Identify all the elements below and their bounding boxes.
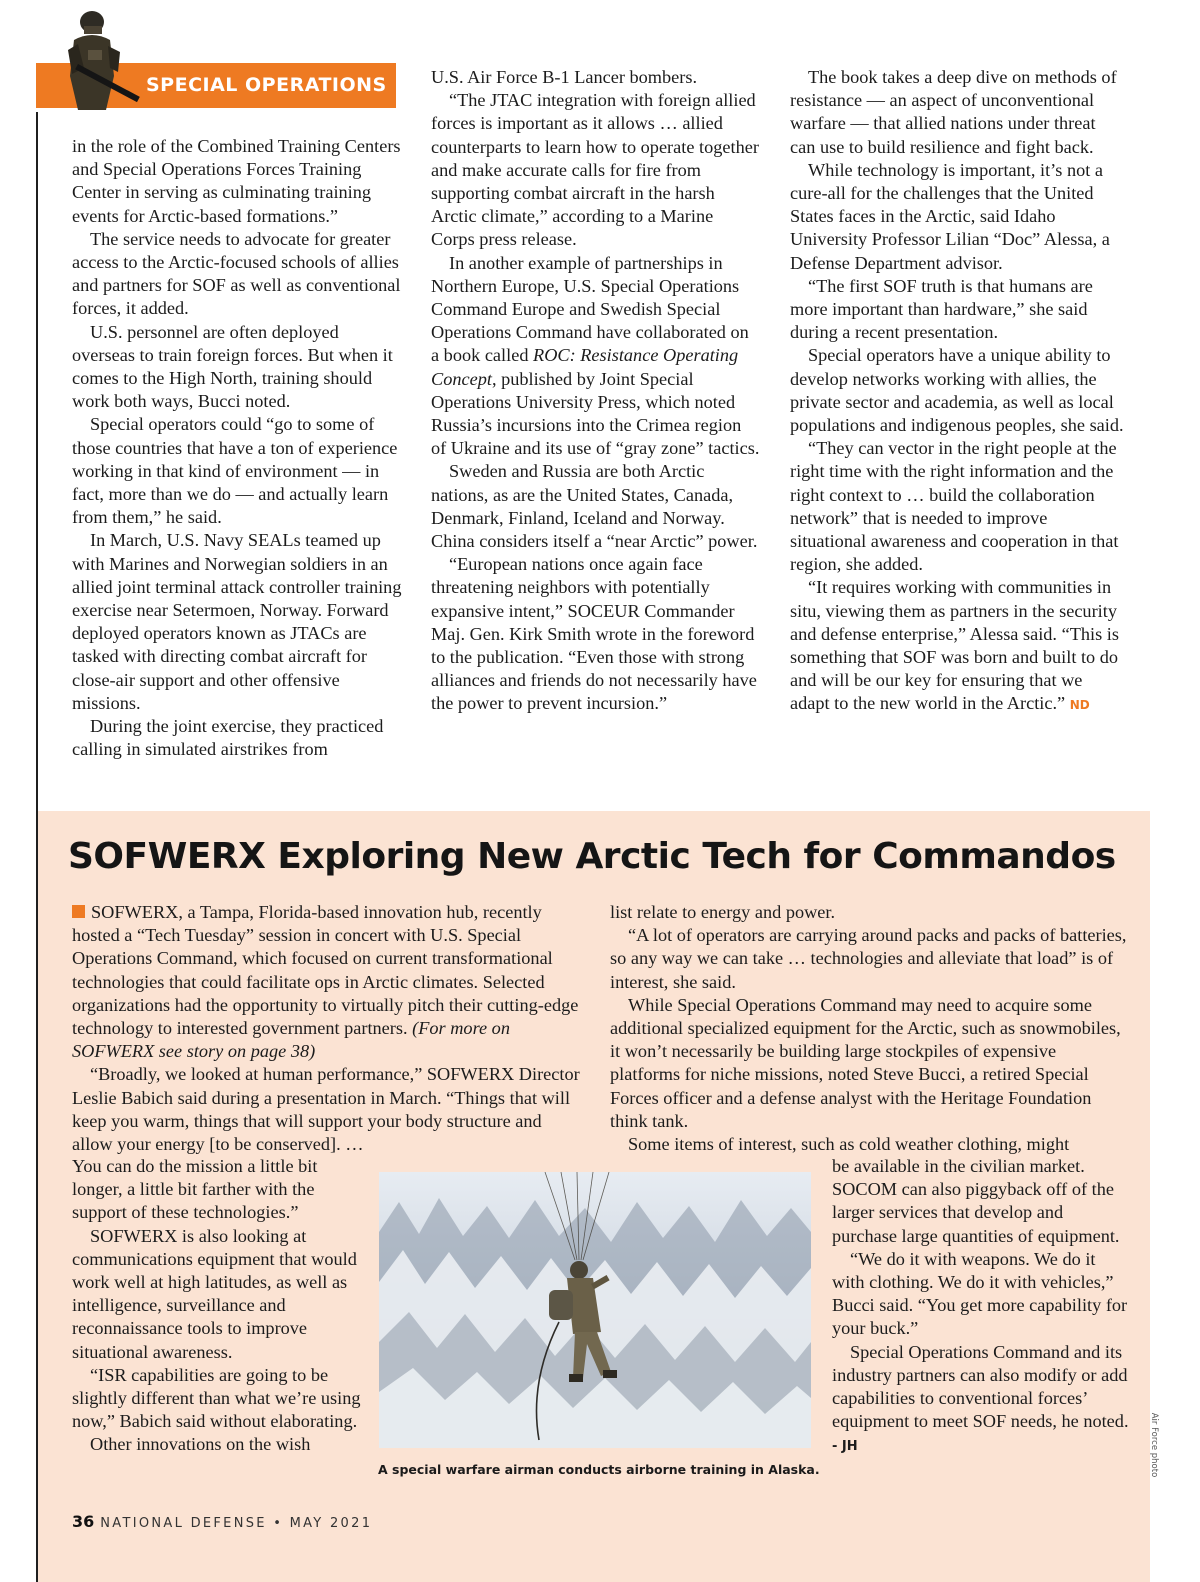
paragraph: Special operators could “go to some of those countries that have a ton of experience working in that kind of environment — in fact, more than we do — and actually learn from them,” he said. <box>72 414 398 528</box>
paragraph: Some items of interest, such as cold weather clothing, might <box>628 1134 1070 1155</box>
soldier-icon <box>48 6 148 110</box>
paragraph: be available in the civilian market. SOCOM can also piggyback off of the larger services that develop and purchase large quantities of equipment. <box>832 1156 1120 1246</box>
paragraph: “Broadly, we looked at human performance,” SOFWERX Director Leslie Babich said during a presentation in March. “Things that will keep you warm, things that will support your body structure and allow your energy [to be conserved]. … <box>72 1064 580 1155</box>
paragraph: “They can vector in the right people at the right time with the right information and the right context to … build the collaboration network” that is needed to improve situational awareness and cooperation in that region, she added. <box>790 438 1119 575</box>
paragraph: list relate to energy and power. <box>610 902 836 922</box>
paragraph: “The JTAC integration with foreign allied forces is important as it allows … allied counterparts to learn how to operate together and make accurate calls for fire from supporting combat aircraft in the harsh Arctic climate,” according to a Marine Corps press release. <box>431 90 759 250</box>
paragraph <box>431 252 761 461</box>
paragraph: U.S. Air Force B-1 Lancer bombers. <box>431 67 698 87</box>
paragraph: Special operators have a unique ability to develop networks working with allies, the private sector and academia, as well as local populations and indigenous peoples, she said. <box>790 345 1124 436</box>
sidebar-column-1-bottom <box>72 1155 362 1457</box>
paragraph: “We do it with weapons. We do it with clothing. We do it with vehicles,” Bucci said. “You get more capability for your buck.” <box>832 1248 1128 1339</box>
parachute-photo <box>379 1172 811 1448</box>
page-number: 36 <box>72 1512 95 1531</box>
article-column-3 <box>790 66 1125 718</box>
paragraph <box>790 576 1125 717</box>
photo-credit-wrap <box>1144 1410 1164 1480</box>
section-label: SPECIAL OPERATIONS <box>146 74 387 96</box>
cross-reference: (For more on SOFWERX see story on page 38) <box>72 1018 510 1062</box>
paragraph: During the joint exercise, they practiced calling in simulated airstrikes from <box>72 716 384 760</box>
paragraph: U.S. personnel are often deployed overseas to train foreign forces. But when it comes to the High North, training should work both ways, Bucci noted. <box>72 321 393 412</box>
paragraph: SOFWERX is also looking at communications equipment that would work well at high latitudes, as well as intelligence, surveillance and reconnaissance tools to improve situational awareness. <box>72 1225 357 1362</box>
paragraph: You can do the mission a little bit longer, a little bit farther with the support of these technologies.” <box>72 1156 318 1223</box>
author-initials: - JH <box>832 1439 858 1455</box>
paragraph: The service needs to advocate for greater access to the Arctic-focused schools of allies and partners for SOF as well as conventional forces, it added. <box>72 228 401 319</box>
paragraph: in the role of the Combined Training Centers and Special Operations Forces Training Center in serving as culminating training events for Arctic-based formations.” <box>72 136 401 226</box>
paragraph: “The first SOF truth is that humans are more important than hardware,” she said during a recent presentation. <box>790 275 1093 343</box>
paragraph: While technology is important, it’s not a cure-all for the challenges that the United States faces in the Arctic, said Idaho University Professor Lilian “Doc” Alessa, a Defense Department advisor. <box>790 159 1110 273</box>
text-run: , published by Joint Special Operations University Press, which noted Russia’s incursions into the Crimea region of Ukraine and its use of “gray zone” tactics. <box>431 368 760 459</box>
paragraph: Sweden and Russia are both Arctic nations, as are the United States, Canada, Denmark, Finland, Iceland and Norway. China considers itself a “near Arctic” power. <box>431 461 758 552</box>
paragraph: The book takes a deep dive on methods of resistance — an aspect of unconventional warfare — that allied nations under threat can use to build resilience and fight back. <box>790 67 1117 157</box>
sidebar-column-2-bottom <box>832 1155 1130 1459</box>
text-run: SOFWERX, a Tampa, Florida-based innovation hub, recently hosted a “Tech Tuesday” session in concert with U.S. Special Operations Command, which focused on current transformational technologies that could facilitate ops in Arctic climates. Selected organizations had the opportunity to virtually pitch their cutting-edge technology to interested government partners. <box>72 902 579 1039</box>
photo-credit: Air Force photo <box>1149 1412 1159 1478</box>
article-column-1 <box>72 135 404 761</box>
text-run: “It requires working with communities in situ, viewing them as partners in the security and defense enterprise,” Alessa said. “This is something that SOF was born and built to do and will be our key for ensuring that we adapt to the new world in the Arctic.” <box>790 577 1119 714</box>
paragraph: “ISR capabilities are going to be slightly different than what we’re using now,” Babich said without elaborating. <box>72 1364 361 1432</box>
sidebar-column-2-top <box>610 901 1130 1156</box>
paragraph <box>832 1341 1130 1459</box>
photo-caption: A special warfare airman conducts airborne training in Alaska. <box>378 1462 820 1477</box>
paragraph: While Special Operations Command may need to acquire some additional specialized equipment for the Arctic, such as snowmobiles, it won’t necessarily be building large stockpiles of expensive platforms for niche missions, noted Steve Bucci, a retired Special Forces officer and a defense analyst with the Heritage Foundation think tank. <box>610 994 1121 1131</box>
book-title: ROC: Resistance Operating Concept <box>431 345 739 389</box>
paragraph: “European nations once again face threatening neighbors with potentially expansive intent,” SOCEUR Commander Maj. Gen. Kirk Smith wrote in the foreword to the publication. “Even those with strong alliances and friends do not necessarily have the power to prevent incursion.” <box>431 554 757 714</box>
paragraph <box>72 901 582 1063</box>
paragraph: “A lot of operators are carrying around packs and packs of batteries, so any way we can take … technologies and alleviate that load” is of interest, she said. <box>610 925 1127 992</box>
paragraph: Other innovations on the wish <box>90 1434 311 1455</box>
publication-line: NATIONAL DEFENSE • MAY 2021 <box>100 1516 373 1531</box>
article-column-2 <box>431 66 761 716</box>
square-bullet-icon <box>72 905 85 918</box>
page-footer <box>72 1512 372 1534</box>
text-run: In another example of partnerships in Northern Europe, U.S. Special Operations Command Europe and Swedish Special Operations Command have collaborated on a book called <box>431 252 749 366</box>
paragraph: In March, U.S. Navy SEALs teamed up with Marines and Norwegian soldiers in an allied joint terminal attack controller training exercise near Setermoen, Norway. Forward deployed operators known as JTACs are tasked with directing combat aircraft for close-air support and other offensive missions. <box>72 530 402 713</box>
sidebar-column-1-top <box>72 901 582 1156</box>
sidebar-title: SOFWERX Exploring New Arctic Tech for Commandos <box>68 836 1116 877</box>
text-run: Special Operations Command and its industry partners can also modify or add capabilities to conventional forces’ equipment to meet SOF needs, he noted. <box>832 1341 1129 1432</box>
end-mark: ND <box>1069 698 1090 713</box>
